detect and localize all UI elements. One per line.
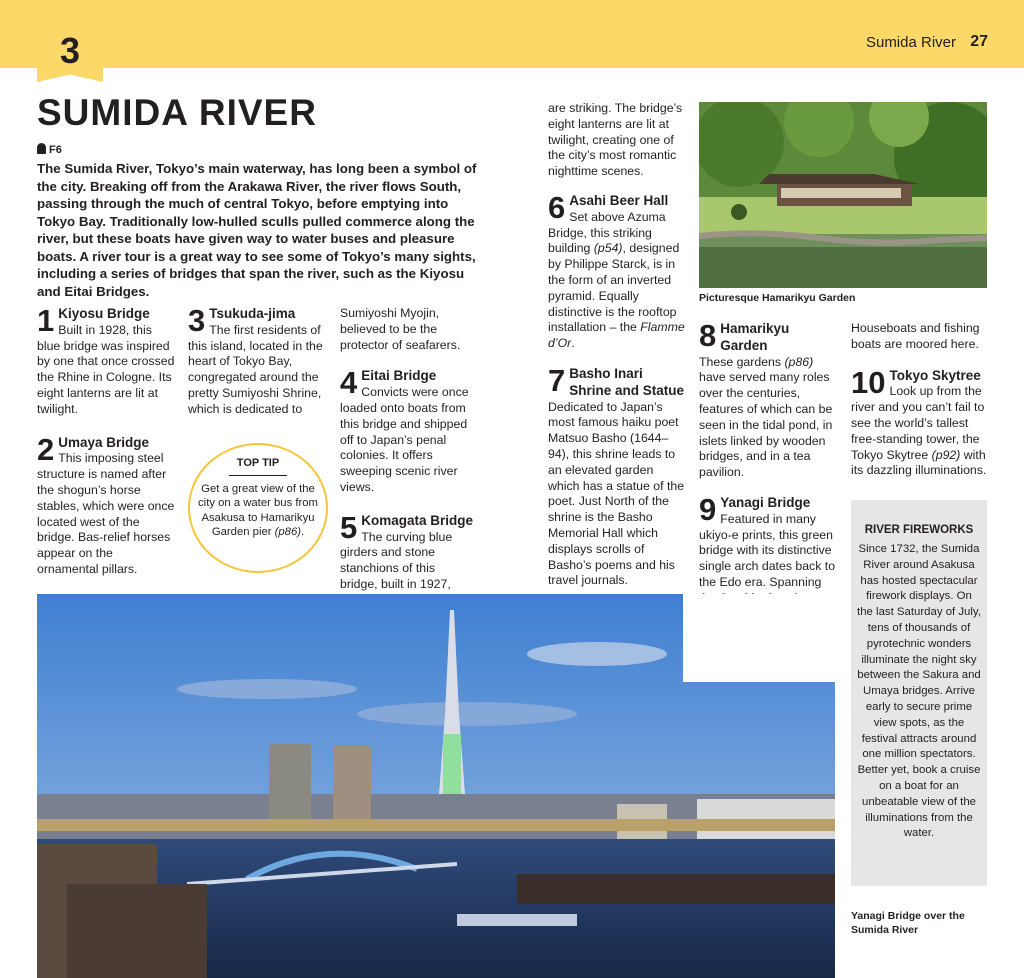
entry-title: Tsukuda-jima bbox=[209, 306, 296, 321]
sidebar-text: Since 1732, the Sumida River around Asakusa has hosted spectacular firework displays. On the last Saturday of July, tens of thousands of pyrotechnic wonders illuminate the night sky between the Sakura and Umaya bridges. Arrive early to secure prime view spots, as the festival attracts around one million spectators. Better yet, book a cruise on a boat for an unbeatable view of the illuminations from the water. bbox=[857, 543, 981, 840]
map-reference: F6 bbox=[37, 143, 62, 156]
column-3 bbox=[340, 306, 476, 593]
entry-text: The first residents of this island, located in the heart of Tokyo Bay, congregated around the pretty Sumiyoshi Shrine, which is dedicated to bbox=[188, 322, 323, 416]
entry-title: Asahi Beer Hall bbox=[569, 192, 669, 208]
entry-5: 5 Komagata Bridge The curving blue girders and stone stanchions of this bridge, built in 1927, bbox=[340, 509, 474, 591]
entry-title: Basho Inari Shrine and Statue bbox=[569, 365, 685, 398]
entry-3-continued: Sumiyoshi Myojin, believed to be the protector of seafarers. bbox=[340, 306, 461, 352]
entry-title: Tokyo Skytree bbox=[889, 367, 981, 383]
entry-10: 10 Tokyo Skytree Look up from the river and you can’t fail to see the world’s tallest free-standing tower, the Tokyo Skytree (p92) with its dazzling illuminations. bbox=[851, 364, 987, 478]
entry-2: 2 Umaya Bridge This imposing steel structure is named after the shogun’s horse stables, which were once located west of the bridge. Bas-relief horses appear on the ornamental pillars. bbox=[37, 431, 175, 576]
map-pin-icon bbox=[37, 143, 46, 154]
entry-1: 1 Kiyosu Bridge Built in 1928, this blue bridge was inspired by one that once crossed the Rhine in Cologne. Its eight lanterns are lit at twilight. bbox=[37, 303, 175, 416]
entry-text: This imposing steel structure is named after the shogun’s horse stables, which were once located west of the bridge. Bas-relief horses appear on the ornamental pillars. bbox=[37, 451, 175, 576]
entry-9-continued: Houseboats and fishing boats are moored here. bbox=[851, 321, 980, 351]
top-tip-heading: TOP TIP bbox=[236, 457, 280, 469]
entry-text: Dedicated to Japan’s most famous haiku poet Matsuo Basho (1644–94), this shrine leads to an elevated garden which has a statue of the poet. Just North of the shrine is the Basho Memorial Hall which displays scrolls of Basho’s poems and his travel journals. bbox=[548, 399, 685, 588]
divider bbox=[229, 475, 287, 476]
entry-text: Look up from the river and you can’t fail to see the world’s tallest free-standing tower, the Tokyo Skytree (p92) with its dazzling illuminations. bbox=[851, 384, 987, 478]
column-2 bbox=[188, 303, 324, 418]
page-number: 27 bbox=[970, 33, 988, 50]
page-title: SUMIDA RIVER bbox=[37, 92, 317, 133]
intro-paragraph: The Sumida River, Tokyo’s main waterway, has long been a symbol of the city. Breaking off from the Arakawa River, the river flows South, passing through the much of central Tokyo, before emptying into Tokyo Bay. Traditionally low-hulled sculls pulled commerce along the river, but these boats have given way to water buses and pleasure boats. A river tour is a great way to see some of Tokyo’s many sights, including a series of bridges that span the river, such as the Kiyosu and Eitai Bridges. bbox=[37, 161, 477, 299]
entry-text: These gardens (p86) have served many roles over the centuries, features of which can be seen in the tidal pond, in islets linked by wooden bridges, and in a tea pavilion. bbox=[699, 354, 833, 480]
entry-5-continued: are striking. The bridge’s eight lanterns are lit at twilight, creating one of the city’s most romantic nighttime scenes. bbox=[548, 101, 683, 179]
entry-text: Featured in many ukiyo-e prints, this green bridge with its distinctive single arch dates back to the Edo era. Spanning bbox=[699, 511, 836, 589]
entry-3: 3 Tsukuda-jima The first residents of this island, located in the heart of Tokyo Bay, congregated around the pretty Sumiyoshi Shrine, which is dedicated to bbox=[188, 303, 323, 416]
garden-caption: Picturesque Hamarikyu Garden bbox=[699, 292, 856, 304]
yanagi-bridge-photo bbox=[37, 594, 835, 978]
running-title: Sumida River bbox=[865, 34, 956, 51]
entry-title: Umaya Bridge bbox=[58, 434, 150, 450]
entry-title: Kiyosu Bridge bbox=[58, 306, 150, 321]
entry-text: The curving blue girders and stone stanchions of this bridge, built in 1927, bbox=[340, 529, 453, 591]
top-tip bbox=[188, 443, 328, 573]
entry-text: Set above Azuma Bridge, this striking building (p54), designed by Philippe Starck, is in the form of an inverted pyramid. Equally distinctive is the rooftop installation – the Flamme d’Or. bbox=[548, 209, 685, 351]
entry-text: Built in 1928, this blue bridge was inspired by one that once crossed the Rhine in Cologne. Its eight lanterns are lit at twilight. bbox=[37, 322, 175, 416]
entry-6: 6 Asahi Beer Hall Set above Azuma Bridge, this striking building (p54), designed by Philippe Starck, is in the form of an inverted pyramid. Equally distinctive is the rooftop installation – the Flamme d’Or. bbox=[548, 189, 685, 351]
entry-text: Convicts were once loaded onto boats from this bridge and shipped off to Japan’s penal colonies. It offers sweeping scenic river views. bbox=[340, 385, 469, 494]
bridge-caption: Yanagi Bridge over the Sumida River bbox=[851, 910, 965, 936]
entry-title: Komagata Bridge bbox=[361, 512, 474, 528]
entry-7: 7 Basho Inari Shrine and Statue Dedicated to Japan’s most famous haiku poet Matsuo Basho (1644–94), this shrine leads to an elevated garden which has a statue of the poet. Just North of the shrine is the Basho Memorial Hall which displays scrolls of Basho’s poems and his travel journals. bbox=[548, 362, 685, 588]
river-fireworks-sidebar bbox=[851, 500, 987, 886]
column-1 bbox=[37, 303, 177, 578]
entry-title: Hamarikyu Garden bbox=[720, 321, 790, 353]
column-6 bbox=[851, 321, 991, 479]
hamarikyu-garden-photo bbox=[699, 102, 987, 288]
entry-title: Yanagi Bridge bbox=[720, 494, 811, 510]
top-tip-text: Get a great view of the city on a water bus from Asakusa to Hamarikyu Garden pier (p86). bbox=[198, 482, 318, 538]
column-4 bbox=[548, 101, 686, 589]
sidebar-heading: RIVER FIREWORKS bbox=[864, 524, 974, 536]
section-number: 3 bbox=[59, 30, 81, 71]
entry-4: 4 Eitai Bridge Convicts were once loaded onto boats from this bridge and shipped off to Japan’s penal colonies. It offers sweeping scenic river views. bbox=[340, 365, 469, 494]
entry-title: Eitai Bridge bbox=[361, 368, 437, 384]
entry-8: 8 Hamarikyu Garden These gardens (p86) have served many roles over the centuries, features of which can be seen in the tidal pond, in islets linked by wooden bridges, and in a tea pavilion. bbox=[699, 318, 833, 480]
entry-9: 9 Yanagi Bridge Featured in many ukiyo-e prints, this green bridge with its distinctive single arch dates back to the Edo era. Spanning bbox=[699, 495, 839, 701]
